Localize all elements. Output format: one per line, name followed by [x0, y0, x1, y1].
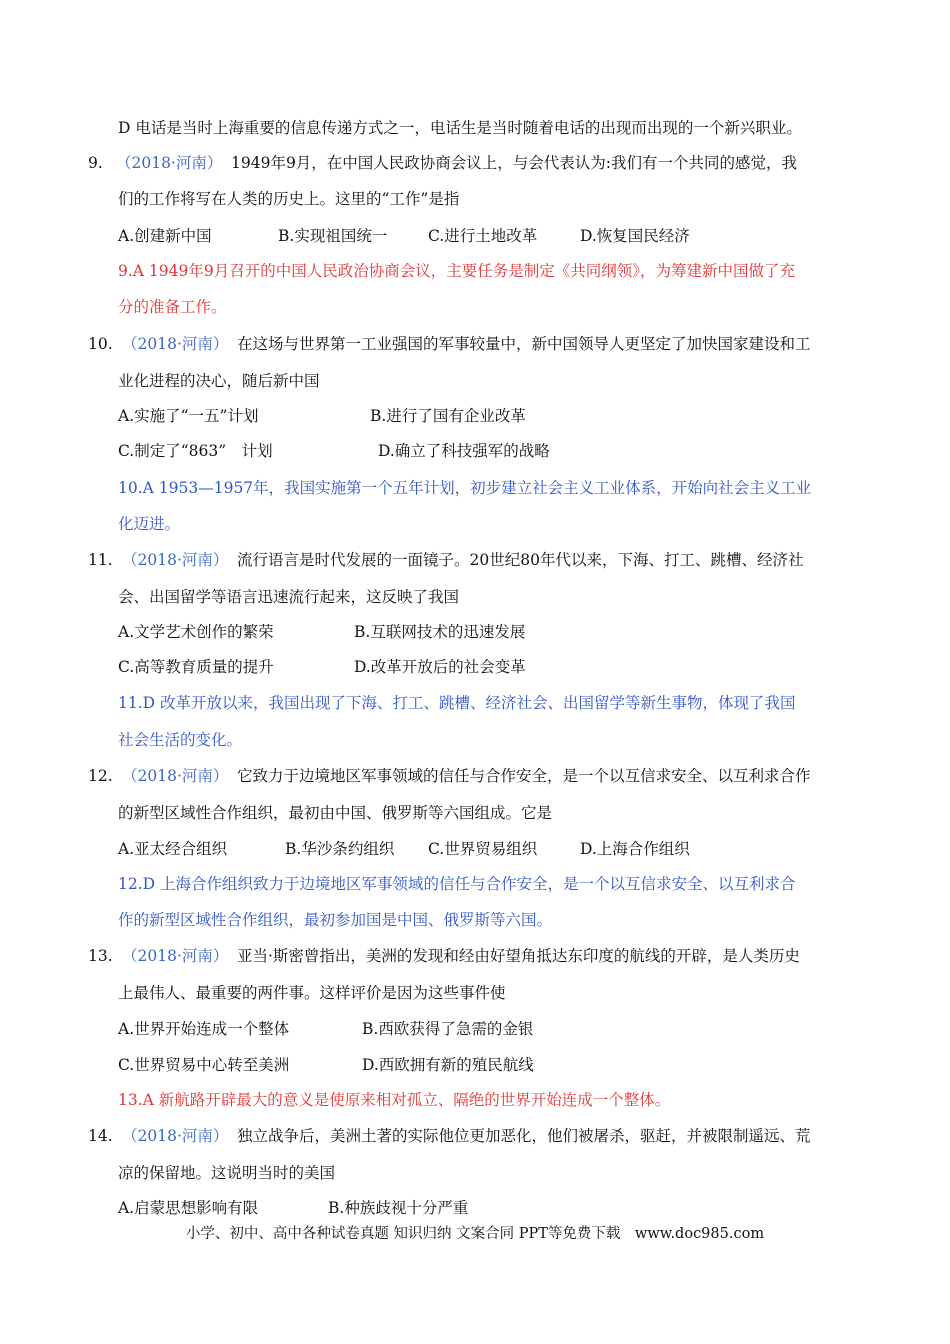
answer-text-cont: 分的准备工作。 [118, 298, 227, 316]
question-text-cont: 上最伟人、最重要的两件事。这样评价是因为这些事件使 [118, 984, 506, 1002]
option-d: D.西欧拥有新的殖民航线 [362, 1056, 534, 1074]
option-a: A.世界开始连成一个整体 [118, 1020, 290, 1038]
option-a: A.亚太经合组织 [118, 840, 228, 858]
answer-text: 12.D 上海合作组织致力于边境地区军事领域的信任与合作安全，是一个以互信求安全、以互利求合 [118, 875, 796, 893]
answer-text: 9.A 1949年9月召开的中国人民政治协商会议，主要任务是制定《共同纲领》，为筹建新中国做了充 [118, 262, 795, 280]
question-source: （2018·河南） [122, 1127, 229, 1145]
option-b: B.进行了国有企业改革 [370, 407, 526, 425]
question-number: 13. [88, 947, 113, 965]
question-text: 流行语言是时代发展的一面镜子。20世纪80年代以来，下海、打工、跳槽、经济社 [237, 551, 804, 569]
option-b: B.实现祖国统一 [278, 227, 388, 245]
question-number: 12. [88, 767, 113, 785]
question-text-cont: 的新型区域性合作组织，最初由中国、俄罗斯等六国组成。它是 [118, 804, 553, 822]
option-b: B.华沙条约组织 [285, 840, 395, 858]
answer-text: 10.A 1953—1957年，我国实施第一个五年计划，初步建立社会主义工业体系，开始向社会主义工业 [118, 479, 812, 497]
question-text: 它致力于边境地区军事领域的信任与合作安全，是一个以互信求安全、以互利求合作 [237, 767, 811, 785]
option-d: D.上海合作组织 [580, 840, 690, 858]
question-source: （2018·河南） [122, 335, 229, 353]
question-text-cont: 们的工作将写在人类的历史上。这里的“工作”是指 [118, 190, 460, 208]
answer-text-cont: 化迈进。 [118, 515, 181, 533]
option-a: A.创建新中国 [118, 227, 212, 245]
question-number: 10. [88, 335, 113, 353]
intro-option-line: D 电话是当时上海重要的信息传递方式之一，电话生是当时随着电话的出现而出现的一个新兴职业。 [118, 119, 802, 137]
answer-text-cont: 作的新型区域性合作组织，最初参加国是中国、俄罗斯等六国。 [118, 911, 553, 929]
question-text: 独立战争后，美洲土著的实际他位更加恶化，他们被屠杀，驱赶，并被限制遥远、荒 [237, 1127, 811, 1145]
question-source: （2018·河南） [122, 767, 229, 785]
question-text: 1949年9月，在中国人民政协商会议上，与会代表认为:我们有一个共同的感觉，我 [231, 154, 798, 172]
question-number: 14. [88, 1127, 113, 1145]
option-d: D.恢复国民经济 [580, 227, 690, 245]
answer-text: 13.A 新航路开辟最大的意义是使原来相对孤立、隔绝的世界开始连成一个整体。 [118, 1091, 671, 1109]
question-number: 11. [88, 551, 113, 569]
question-source: （2018·河南） [122, 947, 229, 965]
question-text: 在这场与世界第一工业强国的军事较量中，新中国领导人更坚定了加快国家建设和工 [237, 335, 811, 353]
option-c: C.世界贸易组织 [428, 840, 538, 858]
question-source: （2018·河南） [122, 551, 229, 569]
answer-text: 11.D 改革开放以来，我国出现了下海、打工、跳槽、经济社会、出国留学等新生事物，体现了我国 [118, 694, 796, 712]
question-text: 亚当·斯密曾指出，美洲的发现和经由好望角抵达东印度的航线的开辟，是人类历史 [237, 947, 800, 965]
option-b: B.西欧获得了急需的金银 [362, 1020, 534, 1038]
option-d: D.确立了科技强军的战略 [378, 442, 550, 460]
question-text-cont: 会、出国留学等语言迅速流行起来，这反映了我国 [118, 588, 460, 606]
option-a: A.实施了“一五”计划 [118, 407, 259, 425]
question-number: 9. [88, 154, 103, 172]
question-text-cont: 凉的保留地。这说明当时的美国 [118, 1164, 336, 1182]
option-a: A.启蒙思想影响有限 [118, 1199, 259, 1217]
option-b: B.互联网技术的迅速发展 [354, 623, 526, 641]
option-b: B.种族歧视十分严重 [328, 1199, 469, 1217]
question-text-cont: 业化进程的决心，随后新中国 [118, 372, 320, 390]
option-d: D.改革开放后的社会变革 [354, 658, 526, 676]
option-c: C.世界贸易中心转至美洲 [118, 1056, 290, 1074]
option-c: C.进行土地改革 [428, 227, 538, 245]
question-source: （2018·河南） [116, 154, 223, 172]
option-c: C.高等教育质量的提升 [118, 658, 274, 676]
option-a: A.文学艺术创作的繁荣 [118, 623, 274, 641]
page-footer: 小学、初中、高中各种试卷真题 知识归纳 文案合同 PPT等免费下载 www.doc985.com [185, 1226, 765, 1242]
option-c: C.制定了“863” 计划 [118, 442, 273, 460]
answer-text-cont: 社会生活的变化。 [118, 731, 243, 749]
